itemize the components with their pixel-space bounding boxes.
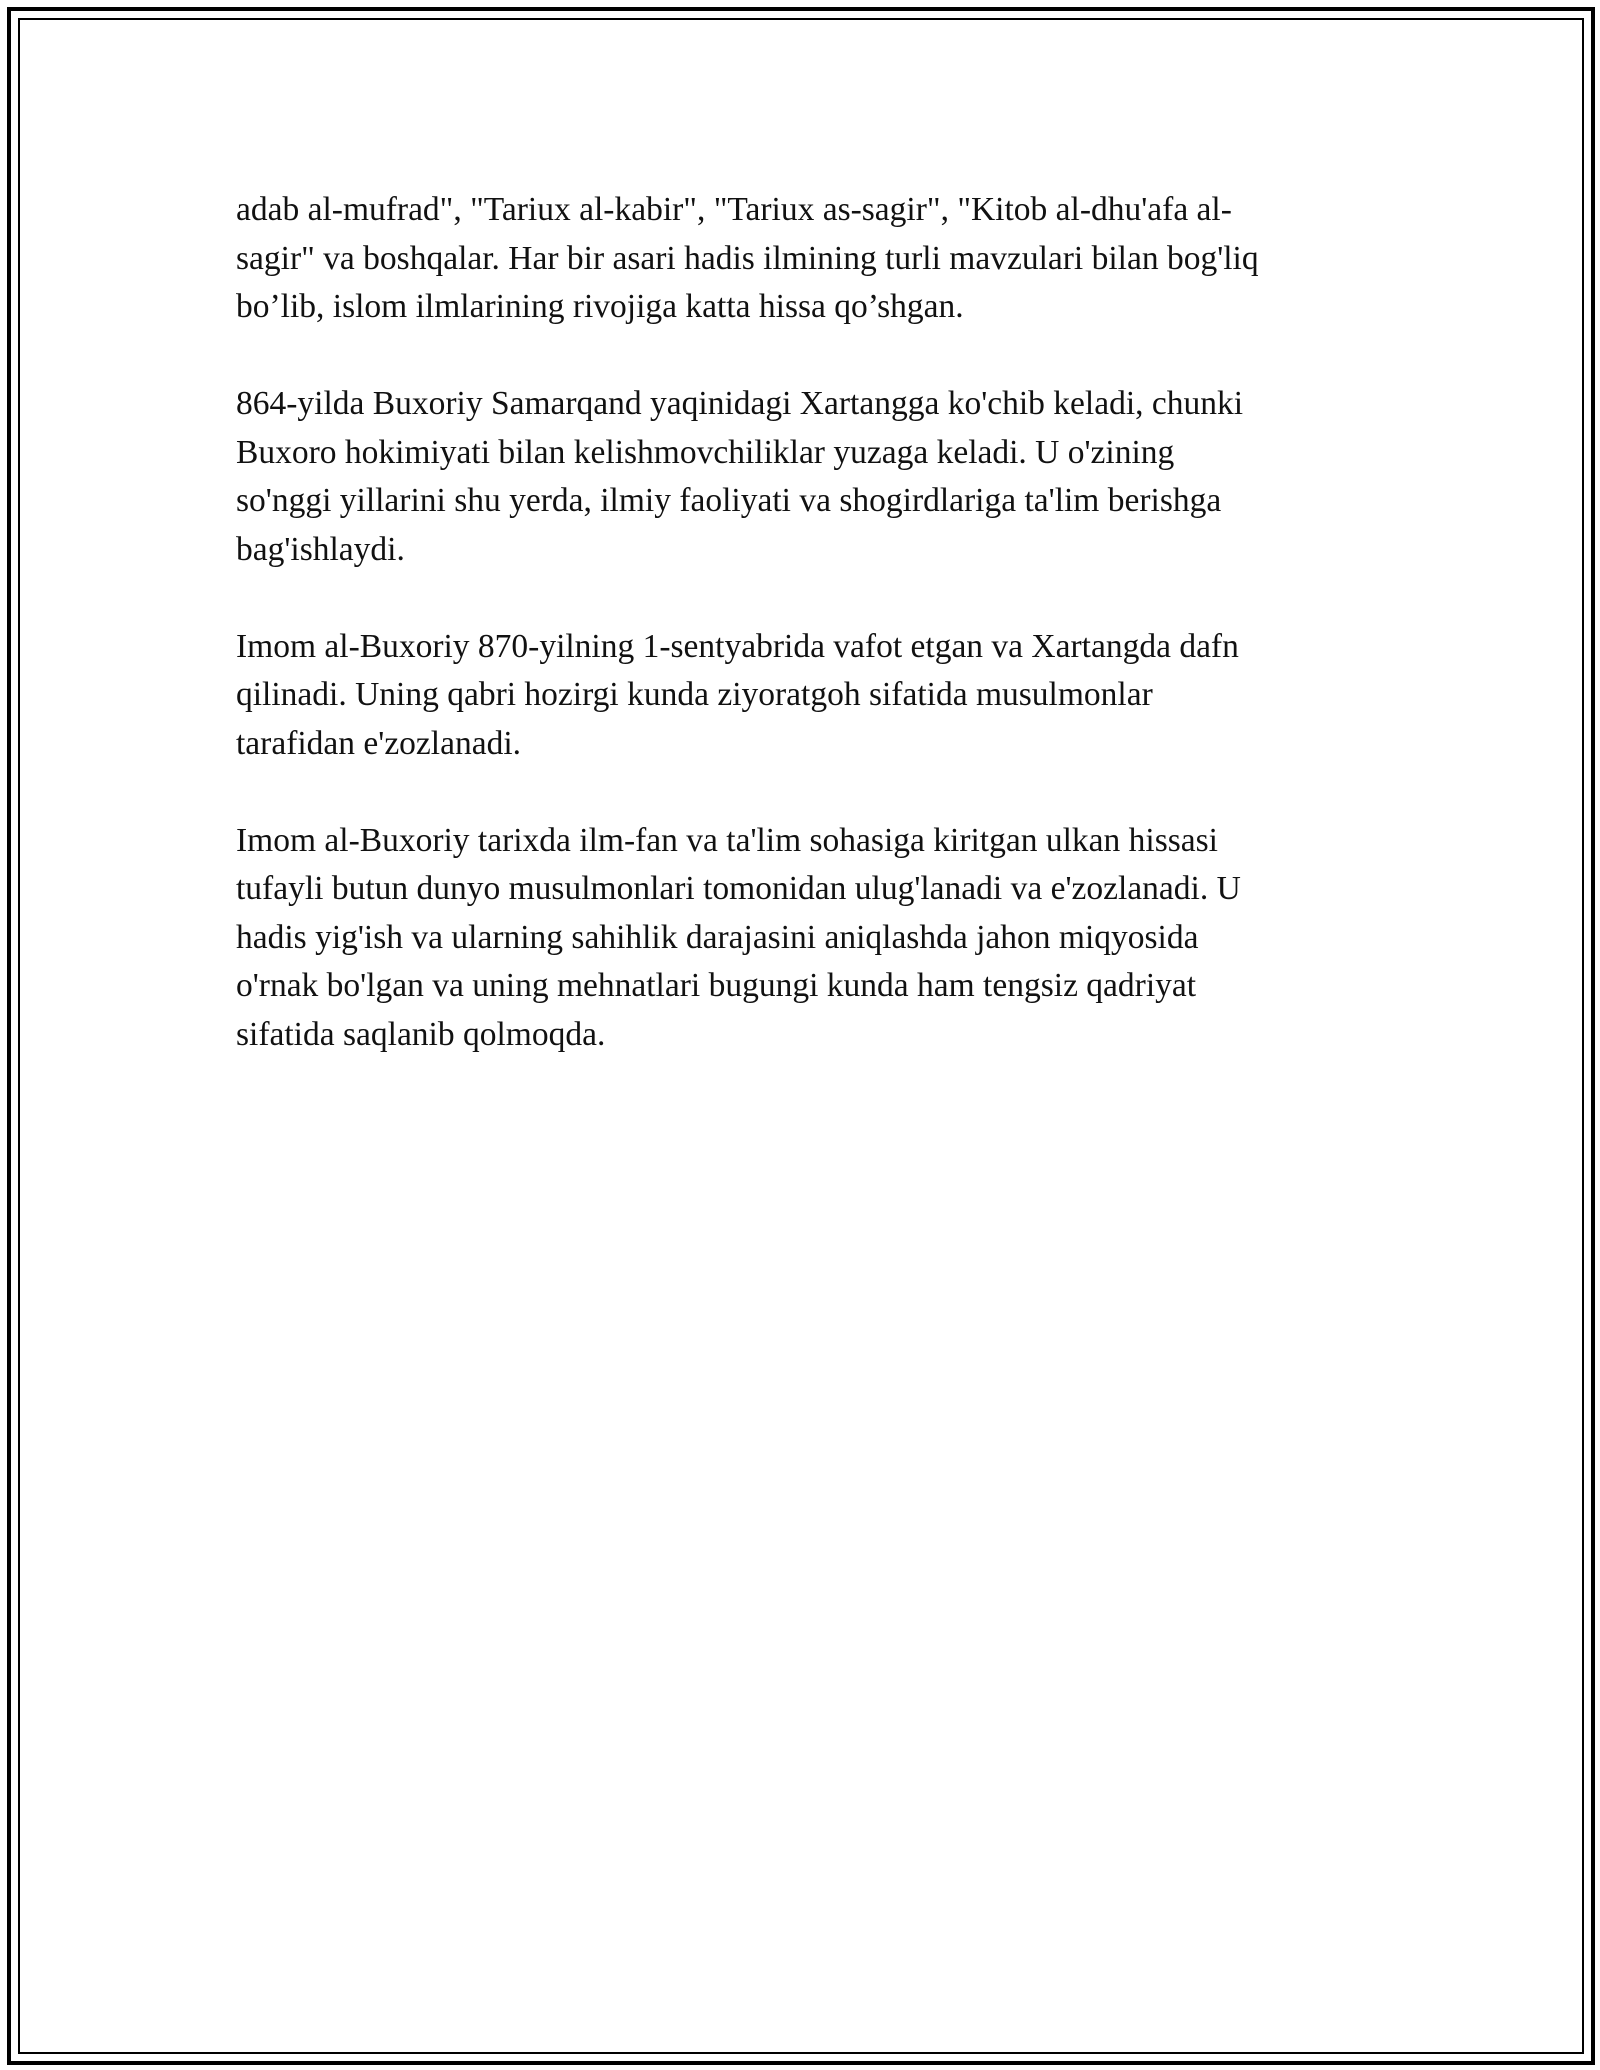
paragraph-death: Imom al-Buxoriy 870-yilning 1-sentyabrida vafot etgan va Xartangda dafn qilinadi. Uning qabri hozirgi kunda ziyoratgoh sifatida musulmonlar tarafidan e'zozlanadi.	[236, 627, 1239, 762]
document-body	[236, 186, 1376, 1108]
paragraph-works: adab al-mufrad", "Tariux al-kabir", "Tariux as-sagir", "Kitob al-dhu'afa al- sagir" va boshqalar. Har bir asari hadis ilmining turli mavzulari bilan bog'liq bo’lib, islom ilmlarining rivojiga katta hissa qo’shgan.	[236, 191, 1259, 325]
paragraph-move-to-xartang: 864-yilda Buxoriy Samarqand yaqinidagi Xartangga ko'chib keladi, chunki Buxoro hokimiyati bilan kelishmovchiliklar yuzaga keladi. U o'zining so'nggi yillarini shu yerda, ilmiy faoliyati va shogirdlariga ta'lim berishga bag'ishlaydi.	[236, 385, 1244, 568]
paragraph-legacy: Imom al-Buxoriy tarixda ilm-fan va ta'lim sohasiga kiritgan ulkan hissasi tufayli butun dunyo musulmonlari tomonidan ulug'lanadi va e'zozlanadi. U hadis yig'ish va ularning sahihlik darajasini aniqlashda jahon miqyosida o'rnak bo'lgan va uning mehnatlari bugungi kunda ham tengsiz qadriyat sifatida saqlanib qolmoqda.	[236, 821, 1241, 1053]
